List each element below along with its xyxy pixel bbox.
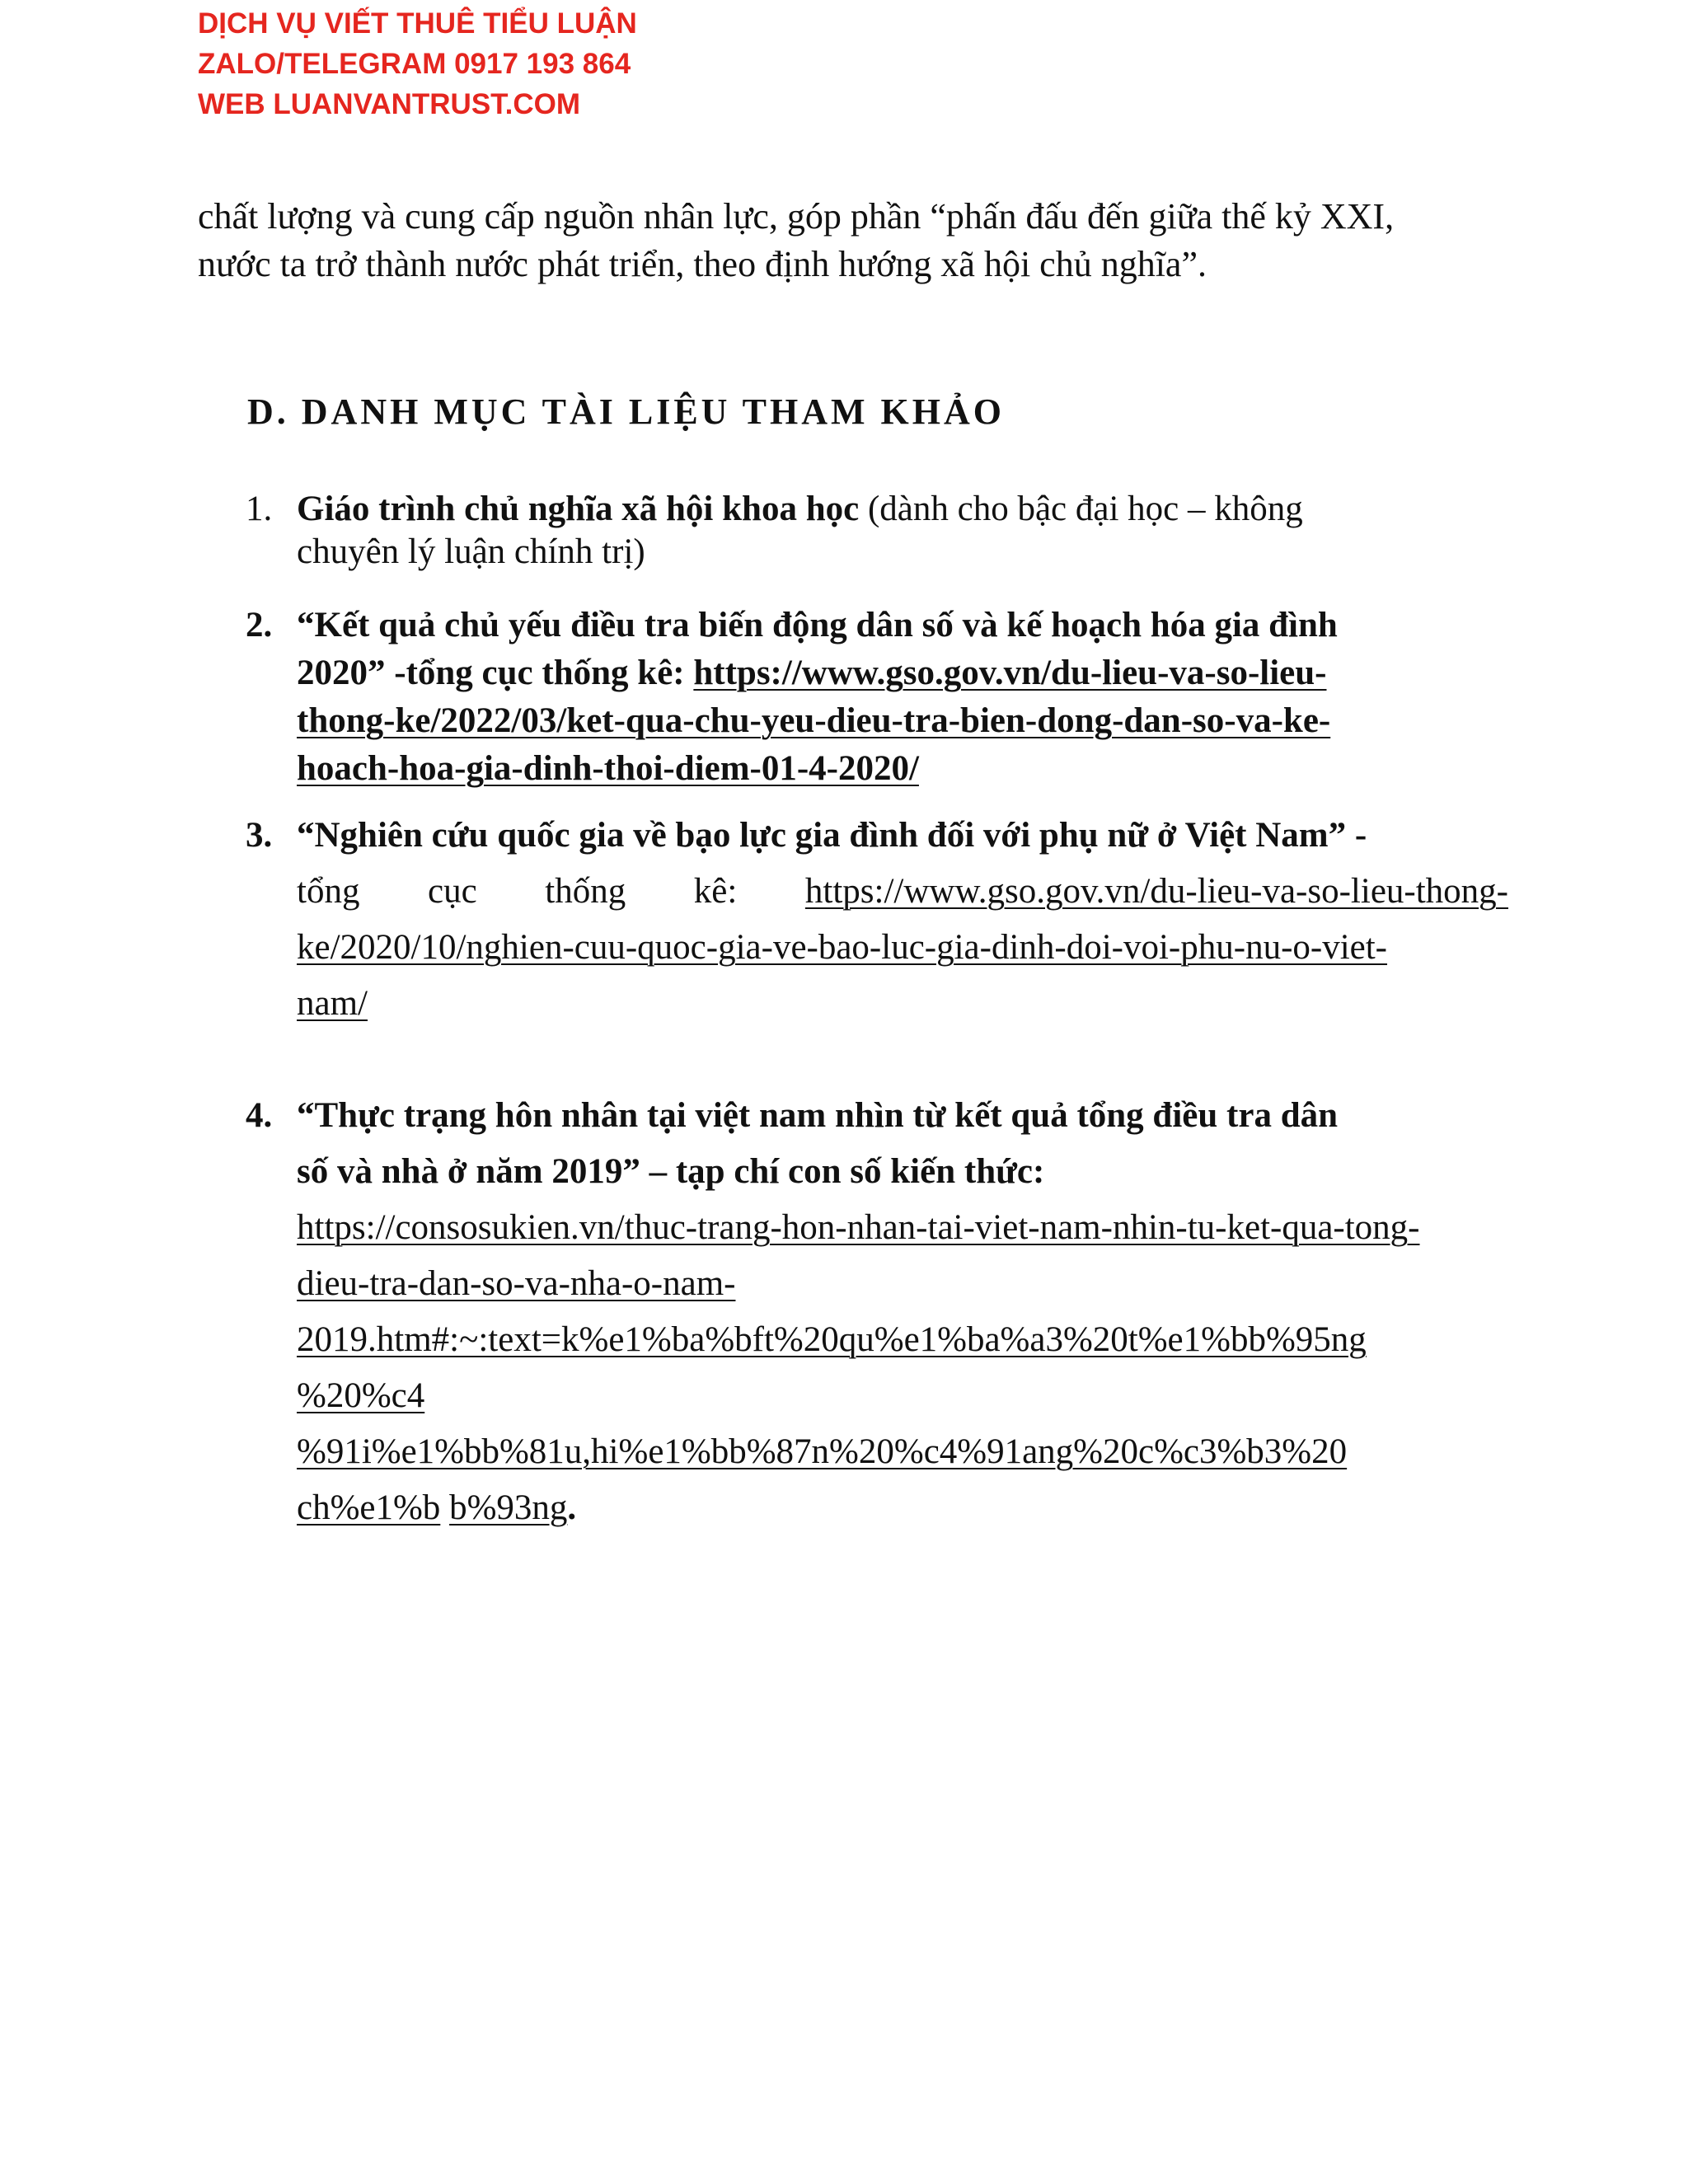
reference-link-line [297, 1480, 1515, 1536]
reference-title: Giáo trình chủ nghĩa xã hội khoa học [297, 490, 860, 528]
reference-link[interactable]: hoach-hoa-gia-dinh-thoi-diem-01-4-2020/ [297, 749, 919, 788]
reference-link-line [297, 1424, 1515, 1480]
reference-source-word: kê: [693, 872, 738, 911]
section-title: D. DANH MỤC TÀI LIỆU THAM KHẢO [247, 391, 1005, 432]
reference-link-line [297, 920, 1515, 976]
reference-source-word: cục [428, 872, 477, 911]
reference-source-word: tổng [297, 872, 360, 911]
header-line-service: DỊCH VỤ VIẾT THUÊ TIỂU LUẬN [198, 7, 637, 40]
reference-link[interactable]: %91i%e1%bb%81u,hi%e1%bb%87n%20%c4%91ang%20c%c3%b3%20 [297, 1432, 1348, 1471]
header-line-contact: ZALO/TELEGRAM 0917 193 864 [198, 48, 631, 80]
header-line-web: WEB LUANVANTRUST.COM [198, 88, 581, 120]
reference-link-line [297, 1312, 1515, 1368]
intro-paragraph [198, 193, 1517, 288]
reference-title-line: “Thực trạng hôn nhân tại việt nam nhìn từ kết quả tổng điều tra dân [297, 1096, 1339, 1135]
reference-link[interactable]: nam/ [297, 984, 368, 1023]
intro-line-2: nước ta trở thành nước phát triển, theo định hướng xã hội chủ nghĩa”. [198, 244, 1207, 284]
reference-link-line [297, 745, 1515, 793]
reference-link-line [297, 1368, 1515, 1424]
reference-source-word: thống [545, 872, 626, 911]
reference-link[interactable]: %20%c4 [297, 1376, 425, 1415]
reference-number: 2. [246, 606, 273, 644]
reference-title-line: “Kết quả chủ yếu điều tra biến động dân số và kế hoạch hóa gia đình [297, 606, 1338, 644]
reference-link[interactable]: ke/2020/10/nghien-cuu-quoc-gia-ve-bao-luc-gia-dinh-doi-voi-phu-nu-o-viet- [297, 928, 1388, 967]
reference-link[interactable]: dieu-tra-dan-so-va-nha-o-nam- [297, 1264, 736, 1303]
reference-link[interactable]: ch%e1%b [297, 1488, 441, 1527]
reference-number: 3. [246, 816, 273, 855]
reference-item [246, 602, 1515, 793]
watermark-header [198, 3, 637, 124]
reference-link[interactable]: b%93ng [449, 1488, 568, 1527]
reference-note: (dành cho bậc đại học – không [859, 490, 1303, 528]
intro-line-1: chất lượng và cung cấp nguồn nhân lực, góp phần “phấn đấu đến giữa thế kỷ XXI, [198, 196, 1395, 237]
reference-item [246, 808, 1515, 1032]
reference-number: 1. [246, 490, 273, 528]
reference-source-line: số và nhà ở năm 2019” – tạp chí con số kiến thức: [297, 1152, 1045, 1191]
reference-link-line [297, 1200, 1515, 1256]
reference-number: 4. [246, 1096, 273, 1135]
reference-end-punctuation: . [567, 1488, 577, 1527]
reference-source-line [297, 864, 1508, 920]
reference-link[interactable]: https://consosukien.vn/thuc-trang-hon-nhan-tai-viet-nam-nhin-tu-ket-qua-tong- [297, 1208, 1420, 1247]
reference-link[interactable]: https://www.gso.gov.vn/du-lieu-va-so-lieu- [693, 654, 1327, 692]
reference-item [246, 488, 1515, 574]
reference-link[interactable]: 2019.htm#:~:text=k%e1%ba%bft%20qu%e1%ba%a3%20t%e1%bb%95ng [297, 1320, 1367, 1359]
reference-link[interactable]: thong-ke/2022/03/ket-qua-chu-yeu-dieu-tra-bien-dong-dan-so-va-ke- [297, 701, 1331, 740]
reference-line [297, 488, 1515, 531]
reference-source-line [297, 649, 1515, 697]
reference-source: 2020” -tổng cục thống kê: [297, 654, 694, 692]
reference-link-line [297, 1256, 1515, 1312]
reference-note-continued: chuyên lý luận chính trị) [297, 532, 645, 571]
reference-link-line [297, 976, 1515, 1032]
reference-item [246, 1088, 1515, 1536]
reference-link[interactable]: https://www.gso.gov.vn/du-lieu-va-so-lieu-thong- [804, 872, 1508, 911]
reference-link-line [297, 697, 1515, 745]
reference-title-line: “Nghiên cứu quốc gia về bạo lực gia đình đối với phụ nữ ở Việt Nam” - [297, 816, 1367, 855]
